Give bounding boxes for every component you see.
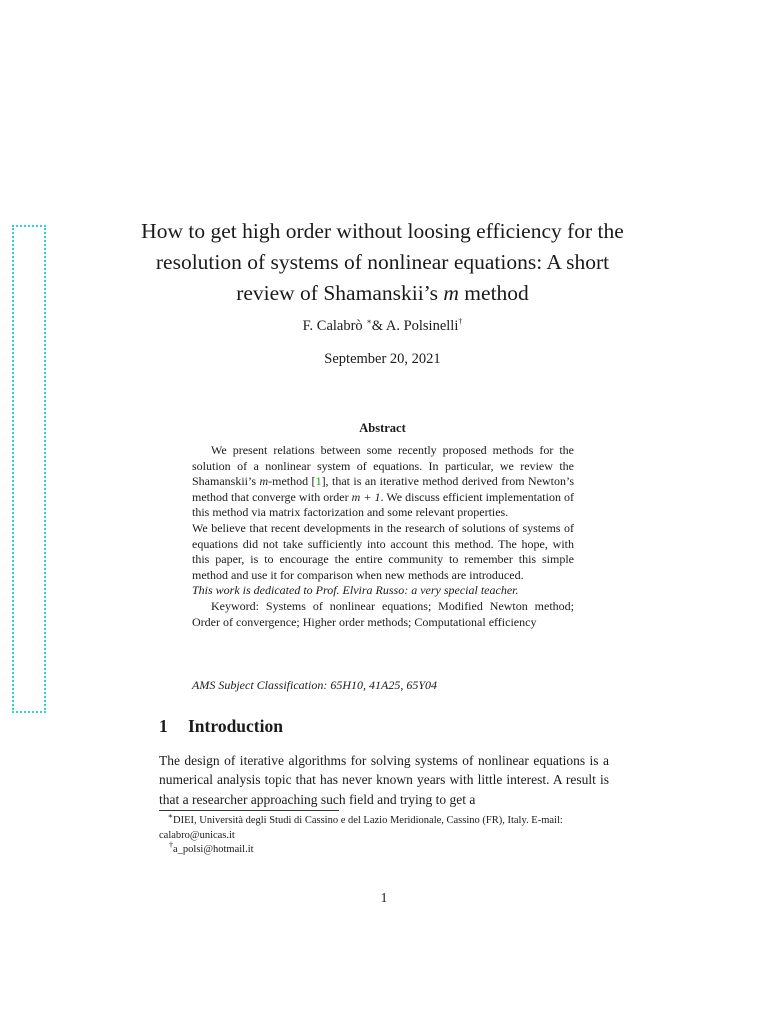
footnote-1 [159,811,609,843]
abstract-paragraph-1 [192,443,574,521]
author-calabro: F. Calabrò [302,318,367,334]
footnote-2-text: a_polsi@hotmail.it [173,844,254,855]
footnote-rule [159,810,339,811]
footnote-mark-2: † [458,317,463,327]
footnote-1-mark: ∗ [167,811,173,821]
paper-title [140,216,625,309]
abstract-paragraph-2: We believe that recent developments in the research of solutions of systems of equations did not take sufficiently into account this method. The hope, with this paper, is to encourage the entire community to remember this simple method and use it for comparison when new methods are introduced. [192,520,574,582]
title-math-m: m [443,281,459,305]
title-text: How to get high order without loosing efficiency for the resolution of systems of nonlinear equations: A short review of Shamanskii’s [141,219,624,305]
keywords: Keyword: Systems of nonlinear equations; Modified Newton method; Order of convergence; Higher order methods; Computational efficiency [192,598,574,629]
footnote-2-mark: † [169,840,173,850]
abstract-heading: Abstract [359,421,406,435]
abstract-text: . We discuss efficient implementation of this method via matrix factorization and some relevant properties. [192,489,574,520]
author-polsinelli: & A. Polsinelli [371,318,459,334]
page-number: 1 [380,890,388,905]
ams-classification: AMS Subject Classification: 65H10, 41A25, 65Y04 [192,678,437,692]
title-text-end: method [458,281,529,305]
abstract-body [192,443,574,630]
abstract-text: We present relations between some recently proposed methods for the solution of a nonlinear system of equations. In particular, we review the Shamanskii’s [192,443,574,489]
footnote-mark-1: ∗ [366,317,372,327]
author-line [140,318,625,335]
abstract-text: -method [ [268,474,316,489]
paper-date: September 20, 2021 [324,351,441,367]
dedication: This work is dedicated to Prof. Elvira Russo: a very special teacher. [192,583,519,598]
citation-link[interactable]: 1 [315,474,322,489]
footnote-2 [159,840,609,858]
section-heading-introduction [159,716,283,737]
abstract-text: ], that is an iterative method derived from Newton’s method that converge with order [192,474,574,504]
math-order: m + 1 [351,489,381,504]
math-m: m [259,474,269,489]
intro-paragraph: The design of iterative algorithms for solving systems of nonlinear equations is a numerical analysis topic that has never known years with little interest. A result is that a researcher approaching such field and trying to get a [159,753,609,807]
section-number: 1 [159,716,168,736]
introduction-text [159,751,609,809]
arxiv-side-stamp [12,225,46,713]
footnotes [159,811,609,858]
footnote-1-text: DIEI, Università degli Studi di Cassino e del Lazio Meridionale, Cassino (FR), Italy. E-mail: calabro@unicas.it [159,815,563,841]
section-title: Introduction [188,716,283,736]
